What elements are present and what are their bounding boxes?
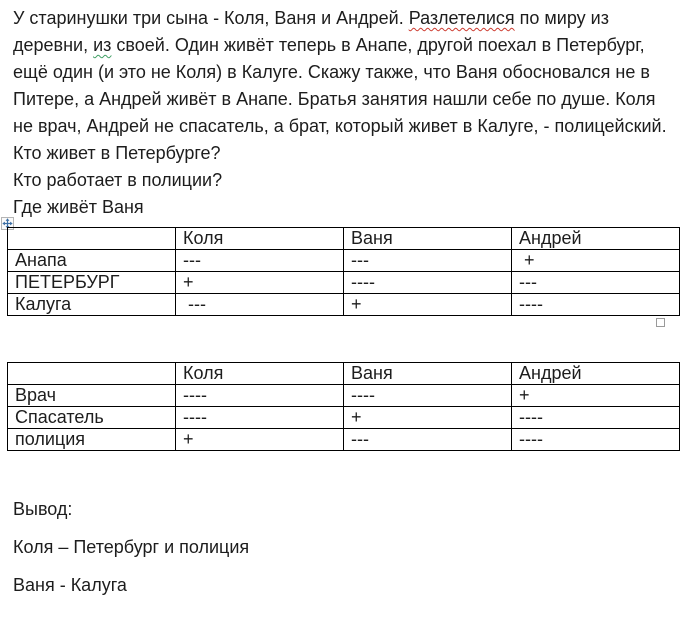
question-line bbox=[13, 194, 667, 221]
text-segment: Где живёт Ваня bbox=[13, 197, 144, 217]
paragraph-line bbox=[13, 5, 667, 32]
text-segment: Питере, а Андрей живёт в Анапе. Братья занятия нашли себе по душе. Коля bbox=[13, 89, 656, 109]
table-row bbox=[8, 272, 680, 294]
table-cell: --- bbox=[512, 272, 680, 294]
corner-cell bbox=[8, 228, 176, 250]
conclusion-line: Ваня - Калуга bbox=[13, 575, 127, 595]
conclusion-line: Коля – Петербург и полиция bbox=[13, 537, 250, 557]
column-header: Андрей bbox=[512, 363, 680, 385]
table-row bbox=[8, 385, 680, 407]
table-cell: + bbox=[512, 385, 680, 407]
table-cell: + bbox=[512, 250, 680, 272]
text-segment: по миру из bbox=[514, 8, 609, 28]
text-segment: Кто работает в полиции? bbox=[13, 170, 223, 190]
grammar-flagged-word: из bbox=[93, 35, 112, 55]
text-segment: своей. Один живёт теперь в Анапе, другой поехал в Петербург, bbox=[111, 35, 645, 55]
column-header: Ваня bbox=[344, 363, 512, 385]
table-cell: ---- bbox=[344, 272, 512, 294]
row-label: Спасатель bbox=[8, 407, 176, 429]
misspelled-word: Разлетелися bbox=[408, 8, 515, 28]
table-cell: ---- bbox=[176, 385, 344, 407]
row-label: Врач bbox=[8, 385, 176, 407]
question-line bbox=[13, 167, 667, 194]
table-header-row bbox=[8, 228, 680, 250]
table-cell: + bbox=[344, 407, 512, 429]
paragraph-line bbox=[13, 59, 667, 86]
table-row bbox=[8, 250, 680, 272]
table-header-row bbox=[8, 363, 680, 385]
paragraph-line bbox=[13, 86, 667, 113]
table-cell: ---- bbox=[512, 407, 680, 429]
question-line bbox=[13, 140, 667, 167]
text-segment: Кто живет в Петербурге? bbox=[13, 143, 221, 163]
row-label: Анапа bbox=[8, 250, 176, 272]
row-label: полиция bbox=[8, 429, 176, 451]
text-segment: деревни, bbox=[13, 35, 94, 55]
row-label: ПЕТЕРБУРГ bbox=[8, 272, 176, 294]
table-cell: + bbox=[344, 294, 512, 316]
occupation-table bbox=[7, 362, 680, 451]
column-header: Коля bbox=[176, 363, 344, 385]
puzzle-text bbox=[13, 5, 667, 221]
table-cell: + bbox=[176, 429, 344, 451]
paragraph-line bbox=[13, 32, 667, 59]
table-row bbox=[8, 294, 680, 316]
column-header: Ваня bbox=[344, 228, 512, 250]
conclusion-block bbox=[13, 496, 249, 610]
conclusion-title: Вывод: bbox=[13, 499, 73, 519]
table-resize-handle[interactable] bbox=[656, 318, 665, 327]
location-table bbox=[7, 227, 680, 316]
table-cell: --- bbox=[344, 429, 512, 451]
table-row bbox=[8, 407, 680, 429]
table-cell: --- bbox=[344, 250, 512, 272]
table-cell: ---- bbox=[512, 294, 680, 316]
table-cell: ---- bbox=[176, 407, 344, 429]
paragraph-line bbox=[13, 113, 667, 140]
column-header: Коля bbox=[176, 228, 344, 250]
table-row bbox=[8, 429, 680, 451]
table-cell: ---- bbox=[344, 385, 512, 407]
table-cell: --- bbox=[176, 294, 344, 316]
corner-cell bbox=[8, 363, 176, 385]
text-segment: не врач, Андрей не спасатель, а брат, который живет в Калуге, - полицейский. bbox=[13, 116, 667, 136]
row-label: Калуга bbox=[8, 294, 176, 316]
table-cell: + bbox=[176, 272, 344, 294]
text-segment: ещё один (и это не Коля) в Калуге. Скажу также, что Ваня обосновался не в bbox=[13, 62, 650, 82]
column-header: Андрей bbox=[512, 228, 680, 250]
text-segment: У старинушки три сына - Коля, Ваня и Андрей. bbox=[13, 8, 409, 28]
table-move-handle[interactable] bbox=[1, 214, 14, 227]
table-cell: ---- bbox=[512, 429, 680, 451]
table-cell: --- bbox=[176, 250, 344, 272]
